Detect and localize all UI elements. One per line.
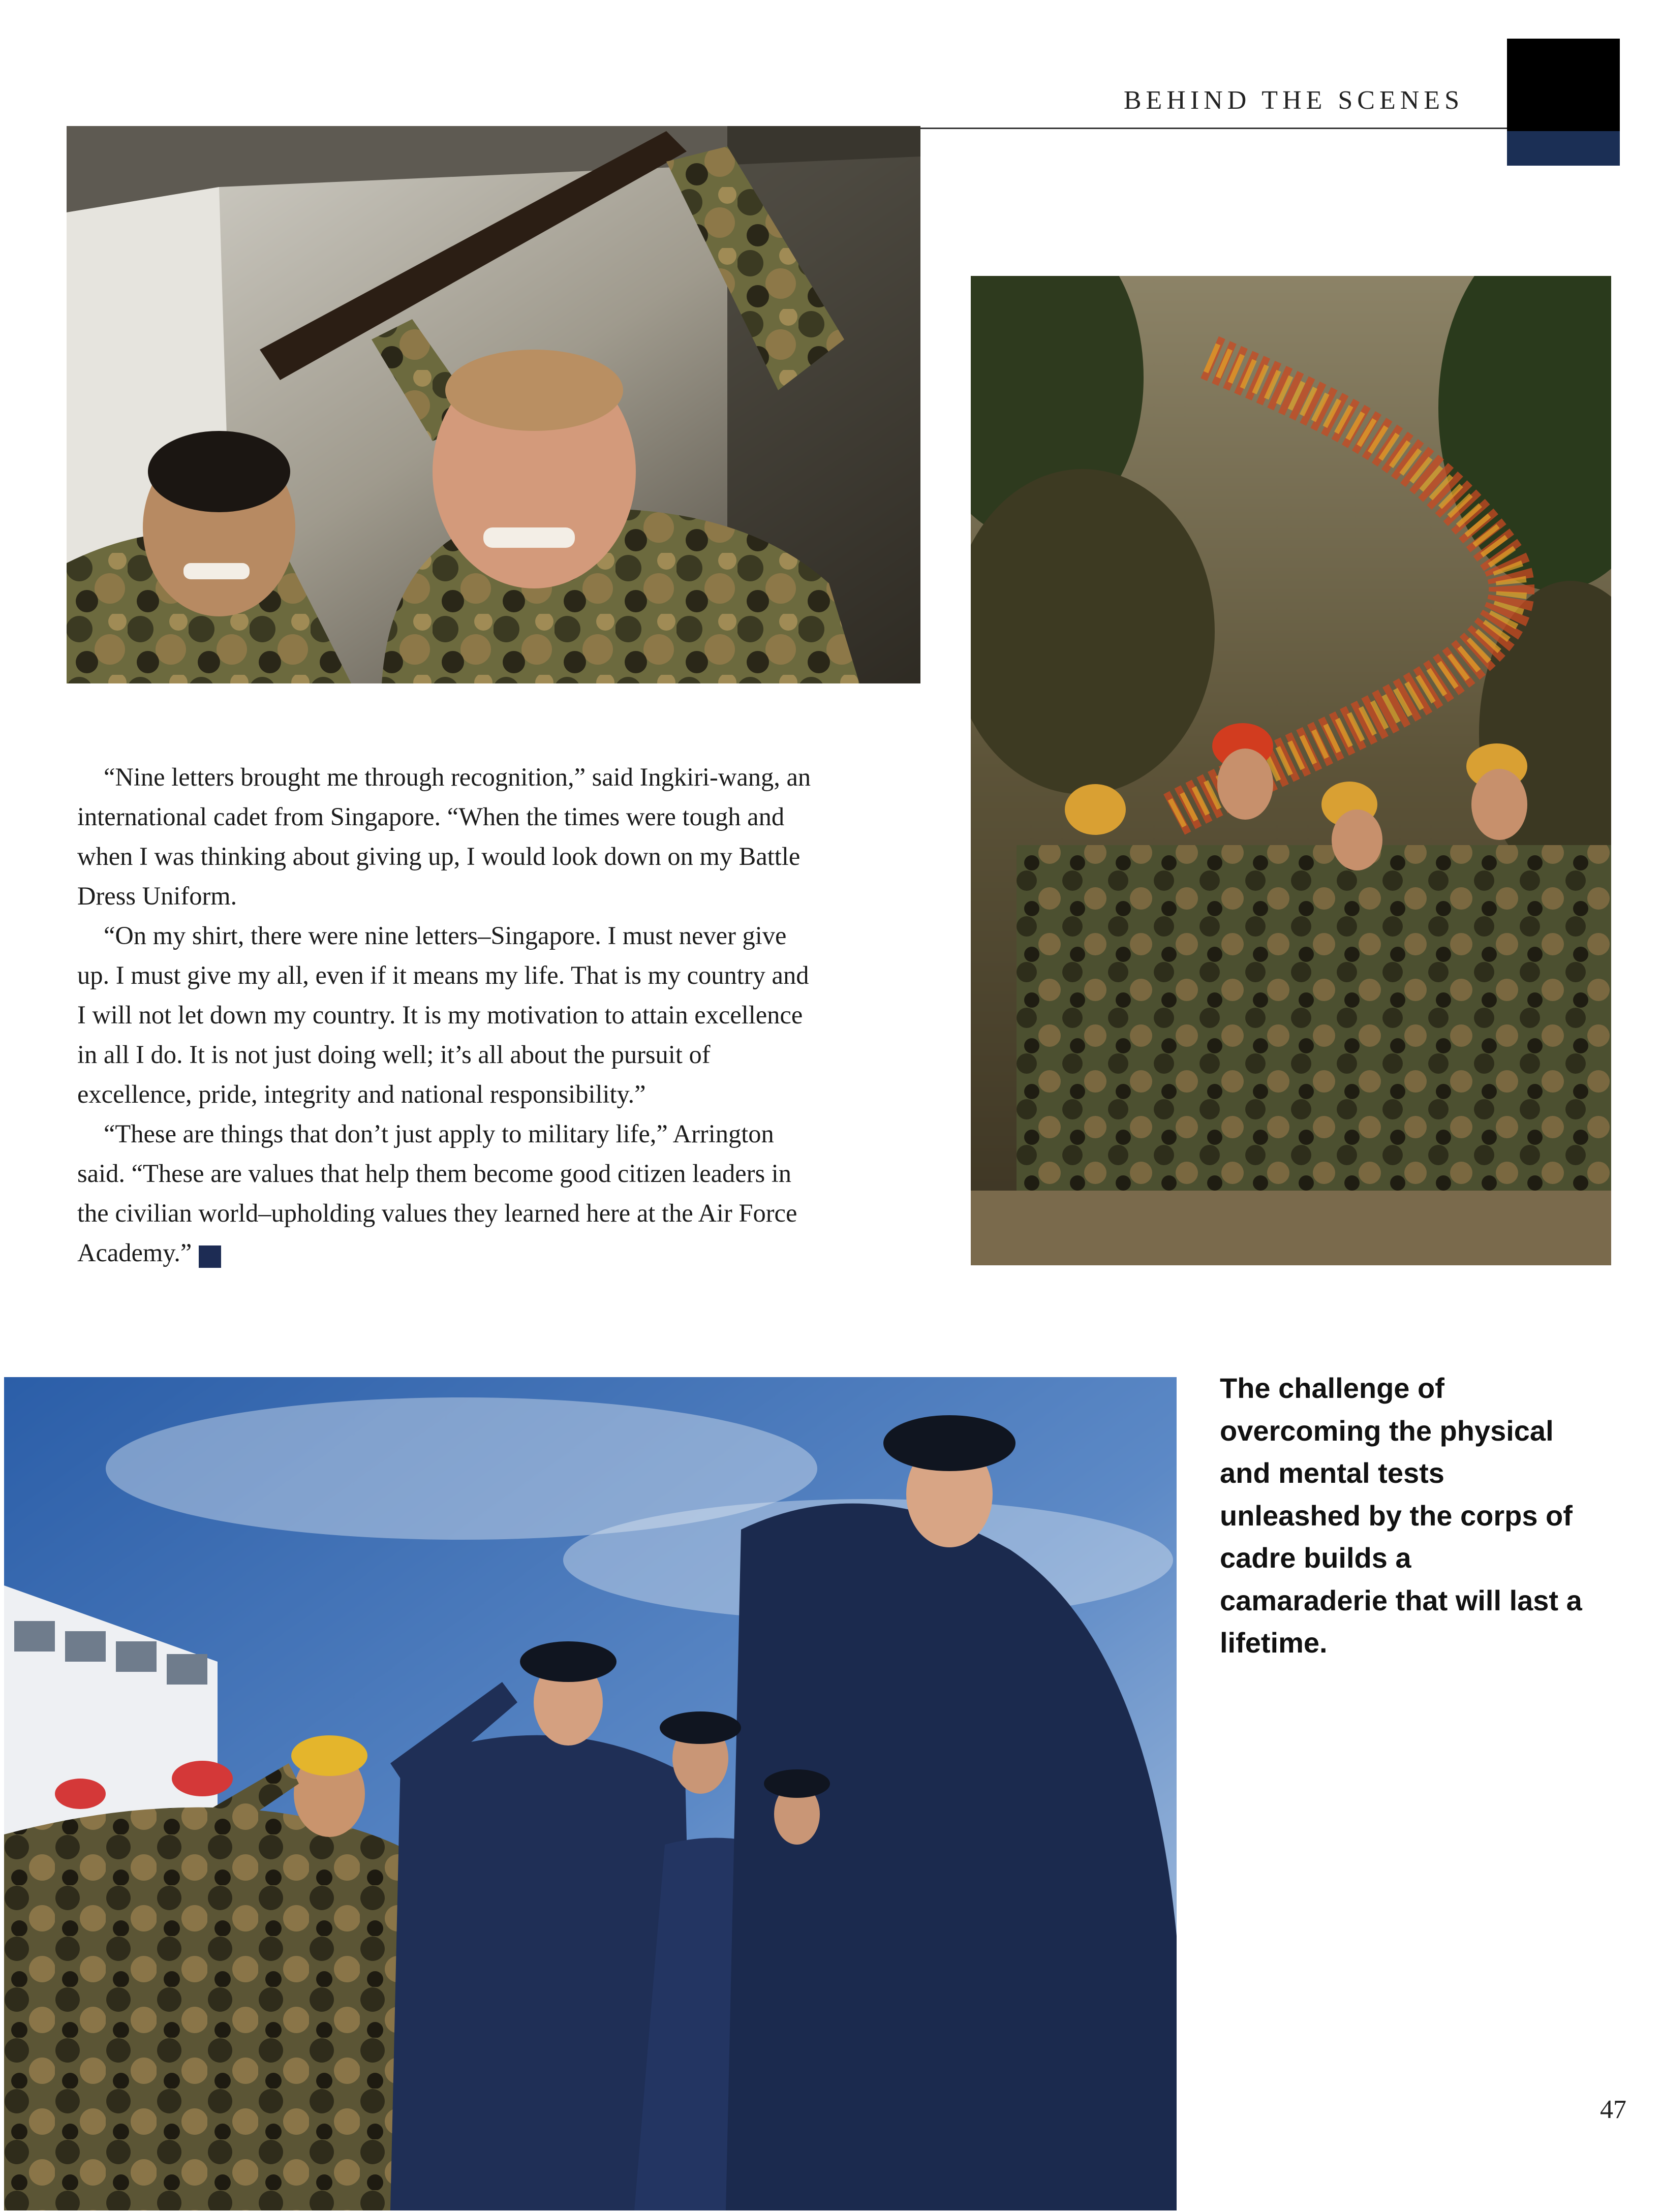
corner-block-black — [1507, 39, 1620, 131]
section-header: BEHIND THE SCENES — [1123, 86, 1464, 115]
photo-caption: The challenge of overcoming the physical and mental tests unleashed by the corps of cadre builds a camaraderie that will last a lifetime. — [1220, 1372, 1582, 1659]
photo-cadets-rifle-drill — [67, 126, 920, 683]
body-paragraph-3 — [77, 1114, 819, 1272]
page-number: 47 — [1600, 2095, 1626, 2124]
photo-cadets-rifle-drill-image — [67, 126, 920, 683]
article-body — [77, 757, 819, 1272]
body-paragraph-2: “On my shirt, there were nine letters–Singapore. I must never give up. I must give my all, even if it means my life. That is my country and I will not let down my country. It is my motivation to attain excellence in all I do. It is not just doing well; it’s all about the pursuit of excellence, pride, integrity and national responsibility.” — [77, 921, 809, 1108]
corner-color-block — [1507, 39, 1620, 166]
body-paragraph-3-text: “These are things that don’t just apply to military life,” Arrington said. “These are values that help them become good citizen leaders in the civilian world–upholding values they learned here at the Air Force Academy.” — [77, 1119, 797, 1267]
photo-cadets-saluting-image — [4, 1377, 1177, 2210]
photo-cadets-marching-trail — [971, 276, 1611, 1265]
body-paragraph-1: “Nine letters brought me through recognition,” said Ingkiri-wang, an international cadet from Singapore. “When the times were tough and when I was thinking about giving up, I would look down on my Battle Dress Uniform. — [77, 763, 811, 910]
photo-cadets-marching-trail-image — [971, 276, 1611, 1265]
header-rule — [920, 128, 1507, 129]
corner-block-navy — [1507, 131, 1620, 166]
photo-cadets-saluting — [4, 1377, 1177, 2210]
end-mark-check-icon: ✓ — [199, 1245, 221, 1268]
